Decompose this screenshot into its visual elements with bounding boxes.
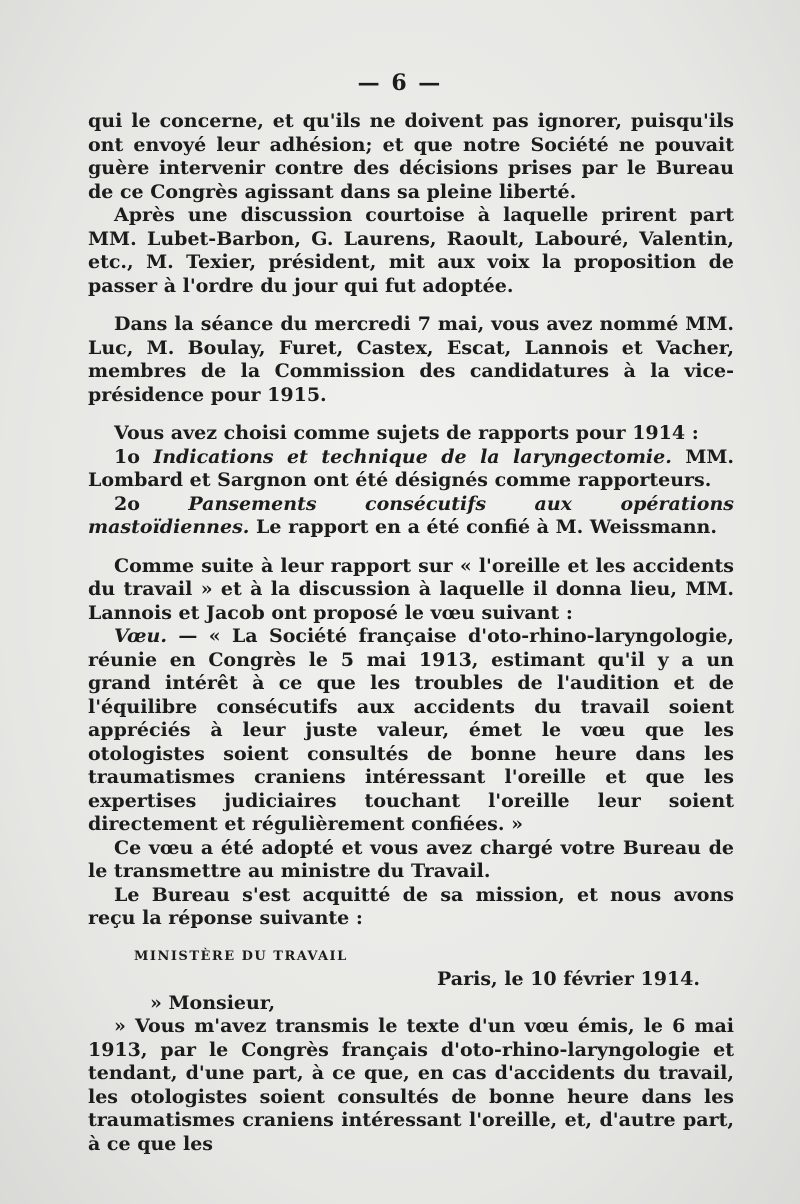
paragraph: Vous avez choisi comme sujets de rapports pour 1914 :: [114, 422, 699, 444]
item-text: Le rapport en a été confié à M. Weissmann.: [256, 516, 717, 538]
body-text: [88, 110, 734, 1156]
item-text: MM. Lombard et Sargnon ont été désignés comme rapporteurs.: [88, 445, 734, 491]
paragraph: Après une discussion courtoise à laquelle prirent part MM. Lubet-Barbon, G. Laurens, Raoult, Labouré, Valentin, etc., M. Texier, président, mit aux voix la proposition de passer à l'ordre du jour qui fut adoptée.: [88, 204, 734, 297]
page-number: — 6 —: [357, 70, 443, 96]
voeu-paragraph: [88, 625, 734, 837]
ministry-heading: MINISTÈRE DU TRAVAIL: [134, 948, 348, 964]
letter-salutation: » Monsieur,: [150, 991, 276, 1014]
paragraph: Ce vœu a été adopté et vous avez chargé votre Bureau de le transmettre au ministre du Travail.: [88, 836, 734, 882]
paragraph: qui le concerne, et qu'ils ne doivent pas ignorer, puisqu'ils ont envoyé leur adhésion; et que notre Société ne pouvait guère intervenir contre des décisions prises par le Bureau de ce Congrès agissant dans sa pleine liberté.: [88, 110, 734, 203]
voeu-label: Vœu.: [114, 625, 167, 647]
item-title: Pansements consécutifs aux opérations mastoïdiennes.: [88, 492, 734, 538]
voeu-text: — « La Société française d'oto-rhino-laryngologie, réunie en Congrès le 5 mai 1913, estimant qu'il y a un grand intérêt à ce que les troubles de l'audition et de l'équilibre consécutifs aux accidents du travail soient appréciés à leur juste valeur, émet le vœu que les otologistes soient consultés de bonne heure dans les traumatismes craniens intéressant l'oreille et que les expertises judiciaires touchant l'oreille leur soient directement et régulièrement confiées. »: [88, 625, 734, 835]
paragraph: Comme suite à leur rapport sur « l'oreille et les accidents du travail » et à la discussion à laquelle il donna lieu, MM. Lannois et Jacob ont proposé le vœu suivant :: [88, 554, 734, 624]
letter-date: Paris, le 10 février 1914.: [437, 968, 700, 990]
report-item-2: [88, 493, 734, 540]
paragraph: Dans la séance du mercredi 7 mai, vous avez nommé MM. Luc, M. Boulay, Furet, Castex, Escat, Lannois et Vacher, membres de la Commission des candidatures à la vice-présidence pour 1915.: [88, 313, 734, 406]
item-title: Indications et technique de la laryngectomie.: [153, 445, 672, 468]
paragraph: Le Bureau s'est acquitté de sa mission, et nous avons reçu la réponse suivante :: [88, 883, 734, 929]
item-number: 1o: [114, 445, 140, 468]
report-item-1: [88, 446, 734, 493]
item-number: 2o: [114, 492, 140, 515]
letter-body: » Vous m'avez transmis le texte d'un vœu émis, le 6 mai 1913, par le Congrès français d'oto-rhino-laryngologie et tendant, d'une part, à ce que, en cas d'accidents du travail, les otologistes soient consultés de bonne heure dans les traumatismes craniens intéressant l'oreille, et, d'autre part, à ce que les: [88, 1015, 734, 1155]
